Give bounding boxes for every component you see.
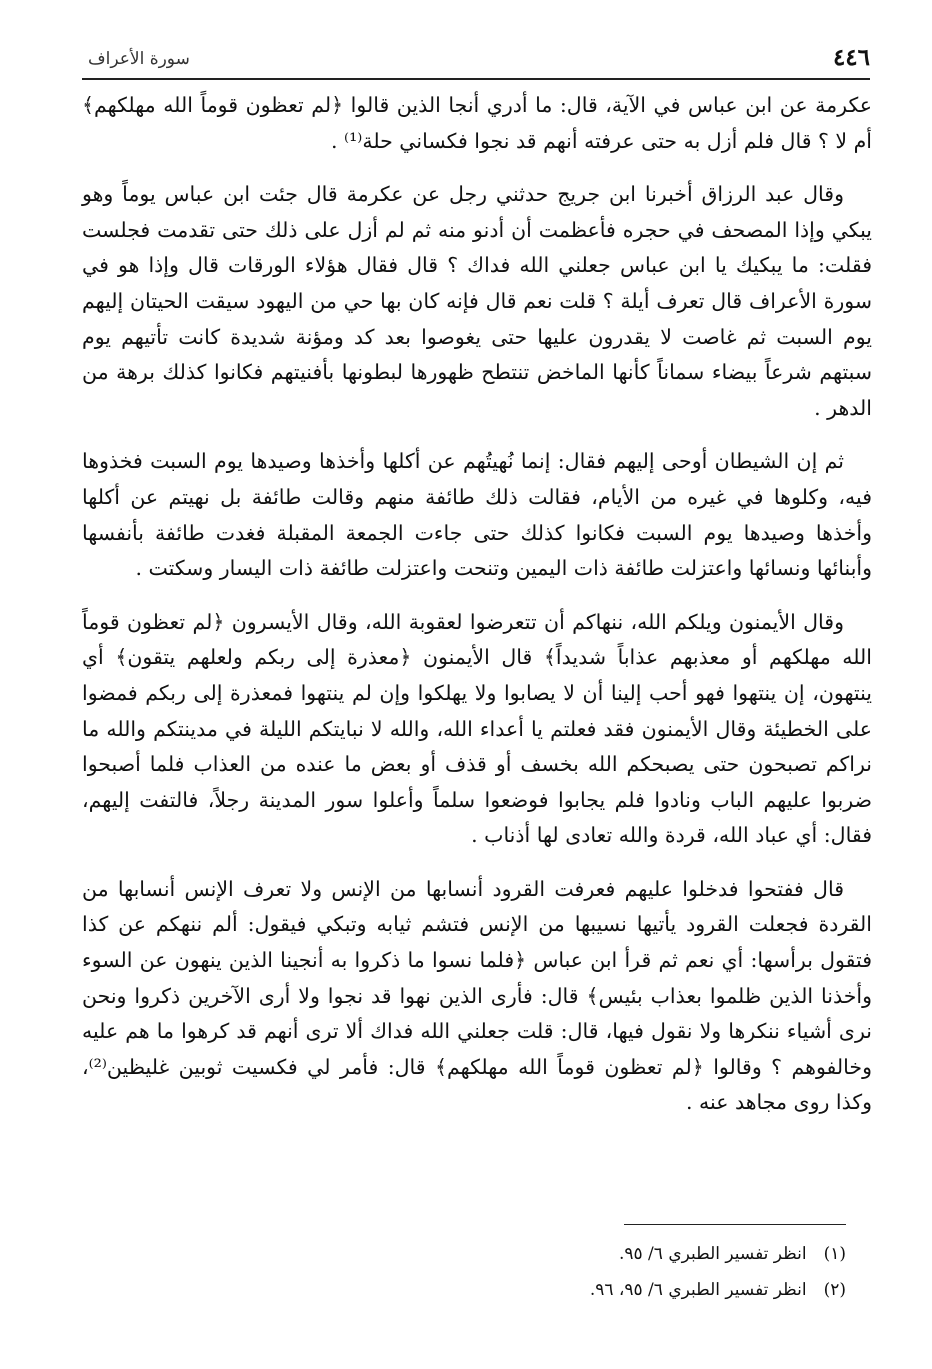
footnote-1 bbox=[346, 1236, 846, 1272]
footnote-number: (٢) bbox=[823, 1280, 846, 1300]
header-rule bbox=[82, 78, 870, 80]
footnote-2 bbox=[346, 1272, 846, 1308]
paragraph-2: وقال عبد الرزاق أخبرنا ابن جريج حدثني رجل عن عكرمة قال جئت ابن عباس يوماً وهو يبكي وإذا المصحف في حجره فأعظمت أن أدنو منه ثم لم أزل على ذلك حتى تقدمت فجلست فقلت: ما يبكيك يا ابن عباس جعلني الله فداك ؟ قال فقال هؤلاء الورقات قال وإذا هو في سورة الأعراف قال تعرف أيلة ؟ قلت نعم قال فإنه كان بها حي من اليهود سيقت الحيتان إليهم يوم السبت ثم غاصت لا يقدرون عليها حتى يغوصوا بعد كد ومؤنة شديدة كانت تأتيهم يوم سبتهم شرعاً بيضاء سماناً كأنها الماخض تنتطح ظهورها لبطونها بأفنيتهم فكانوا كذلك برهة من الدهر . bbox=[82, 182, 872, 420]
running-header bbox=[82, 42, 870, 82]
surah-title: سورة الأعراف bbox=[88, 49, 190, 69]
main-text bbox=[82, 88, 872, 1139]
paragraph-3: ثم إن الشيطان أوحى إليهم فقال: إنما نُهيتُهم عن أكلها وأخذها وصيدها يوم السبت فخذوها فيه، وكلوها في غيره من الأيام، فقالت ذلك طائفة منهم وقالت طائفة بل نهيتم عن أكلها وأخذها وصيدها يوم السبت فكانوا كذلك حتى جاءت الجمعة المقبلة فغدت طائفة بأنفسها وأبنائها ونسائها واعتزلت طائفة ذات اليمين وتنحت واعتزلت طائفة ذات اليسار وسكتت . bbox=[82, 449, 872, 581]
footnote-text: انظر تفسير الطبري ٦/ ٩٥. bbox=[618, 1244, 807, 1264]
footnote-text: انظر تفسير الطبري ٦/ ٩٥، ٩٦. bbox=[589, 1280, 807, 1300]
footnote-number: (١) bbox=[823, 1244, 846, 1264]
footnote-separator bbox=[624, 1224, 846, 1225]
page-number: ٤٤٦ bbox=[832, 44, 870, 71]
paragraph-5: قال ففتحوا فدخلوا عليهم فعرفت القرود أنسابها من الإنس ولا تعرف الإنس أنسابها من القردة فجعلت القرود يأتيها نسيبها من الإنس فتشم ثيابه وتبكي فيقول: ألم ننهكم عن كذا فتقول برأسها: أي نعم ثم قرأ ابن عباس ﴿فلما نسوا ما ذكروا به أنجينا الذين ينهون عن السوء وأخذنا الذين ظلموا بعذاب بئيس﴾ قال: فأرى الذين نهوا قد نجوا ولا أرى الآخرين ذكروا ونحن نرى أشياء ننكرها ولا نقول فيها، قال: قلت جعلني الله فداك ألا ترى أنهم قد كرهوا ما هم عليه وخالفوهم ؟ وقالوا ﴿لم تعظون قوماً الله مهلكهم﴾ قال: فأمر لي فكسيت ثوبين غليظين⁽²⁾، وكذا روى مجاهد عنه . bbox=[82, 876, 872, 1115]
paragraph-1: عكرمة عن ابن عباس في الآية، قال: ما أدري أنجا الذين قالوا ﴿لم تعظون قوماً الله مهلكهم﴾ أم لا ؟ قال فلم أزل به حتى عرفته أنهم قد نجوا فكساني حلة⁽¹⁾ . bbox=[82, 93, 872, 153]
footnotes bbox=[346, 1236, 846, 1308]
paragraph-4: وقال الأيمنون ويلكم الله، ننهاكم أن تتعرضوا لعقوبة الله، وقال الأيسرون ﴿لم تعظون قوماً الله مهلكهم أو معذبهم عذاباً شديداً﴾ قال الأيمنون ﴿معذرة إلى ربكم ولعلهم يتقون﴾ أي ينتهون، إن ينتهوا فهو أحب إلينا أن لا يصابوا ولا يهلكوا وإن لم ينتهوا فمعذرة إلى ربكم فمضوا على الخطيئة وقال الأيمنون فقد فعلتم يا أعداء الله، والله لا نبايتكم الليلة في مدينتكم والله ما نراكم تصبحون حتى يصبحكم الله بخسف أو قذف أو بعض ما عنده من العذاب فلما أصبحوا ضربوا عليهم الباب ونادوا فلم يجابوا فوضعوا سلماً وأعلوا سور المدينة رجلاً، فالتفت إليهم، فقال: أي عباد الله، قردة والله تعادى لها أذناب . bbox=[82, 609, 872, 848]
